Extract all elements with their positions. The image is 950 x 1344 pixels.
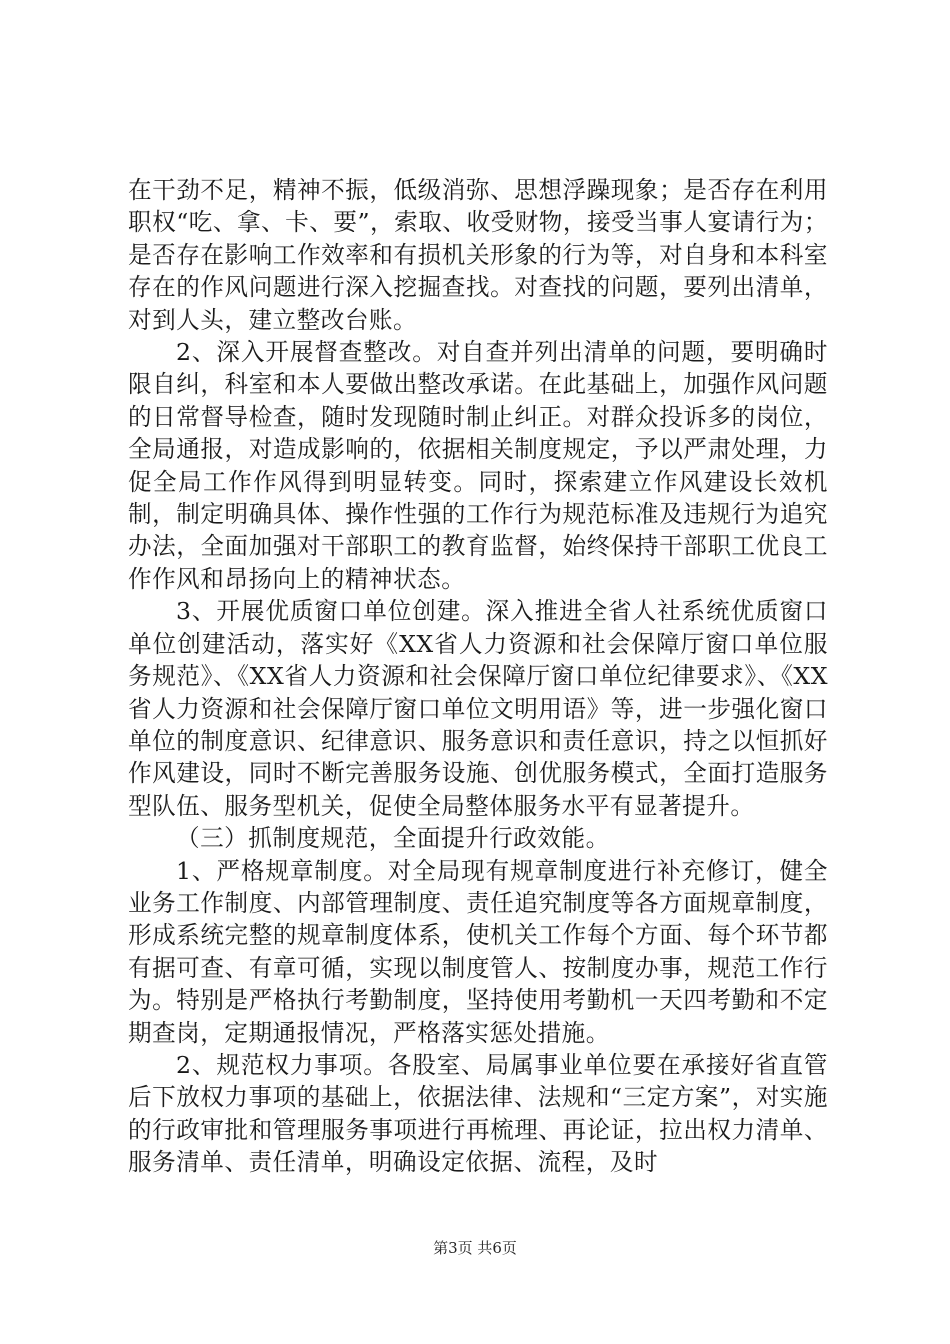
section-heading-3: （三）抓制度规范，全面提升行政效能。 [176,824,610,853]
paragraph-item-3-quality-window: 3、开展优质窗口单位创建。深入推进全省人社系统优质窗口单位创建活动，落实好《XX省人力资源和社会保障厅窗口单位服务规范》、《XX省人力资源和社会保障厅窗口单位纪律要求》、《XX省人力资源和社会保障厅窗口单位文明用语》等，进一步强化窗口单位的制度意识、纪律意识、服务意识和责任意识，持之以恒抓好作风建设，同时不断完善服务设施、创优服务模式，全面打造服务型队伍、服务型机关，促使全局整体服务水平有显著提升。 [128,597,828,820]
document-body [128,174,828,1179]
paragraph-item-2-supervision-rectification: 2、深入开展督查整改。对自查并列出清单的问题，要明确时限自纠，科室和本人要做出整改承诺。在此基础上，加强作风问题的日常督导检查，随时发现随时制止纠正。对群众投诉多的岗位，全局通报，对造成影响的，依据相关制度规定，予以严肃处理，力促全局工作作风得到明显转变。同时，探索建立作风建设长效机制，制定明确具体、操作性强的工作行为规范标准及违规行为追究办法，全面加强对干部职工的教育监督，始终保持干部职工优良工作作风和昂扬向上的精神状态。 [128,338,828,593]
paragraph-power-items: 2、规范权力事项。各股室、局属事业单位要在承接好省直管后下放权力事项的基础上，依据法律、法规和“三定方案”，对实施的行政审批和管理服务事项进行再梳理、再论证，拉出权力清单、服务清单、责任清单，明确设定依据、流程，及时 [128,1050,828,1177]
page-number-footer: 第3页 共6页 [433,1239,517,1257]
paragraph-rules-and-regulations: 1、严格规章制度。对全局现有规章制度进行补充修订，健全业务工作制度、内部管理制度、责任追究制度等各方面规章制度，形成系统完整的规章制度体系，使机关工作每个方面、每个环节都有据可查、有章可循，实现以制度管人、按制度办事，规范工作行为。特别是严格执行考勤制度，坚持使用考勤机一天四考勤和不定期查岗，定期通报情况，严格落实惩处措施。 [128,856,828,1047]
paragraph-continuation: 在干劲不足，精神不振，低级消弥、思想浮躁现象；是否存在利用职权“吃、拿、卡、要”，索取、收受财物，接受当事人宴请行为；是否存在影响工作效率和有损机关形象的行为等，对自身和本科室存在的作风问题进行深入挖掘查找。对查找的问题，要列出清单，对到人头，建立整改台账。 [128,176,828,334]
